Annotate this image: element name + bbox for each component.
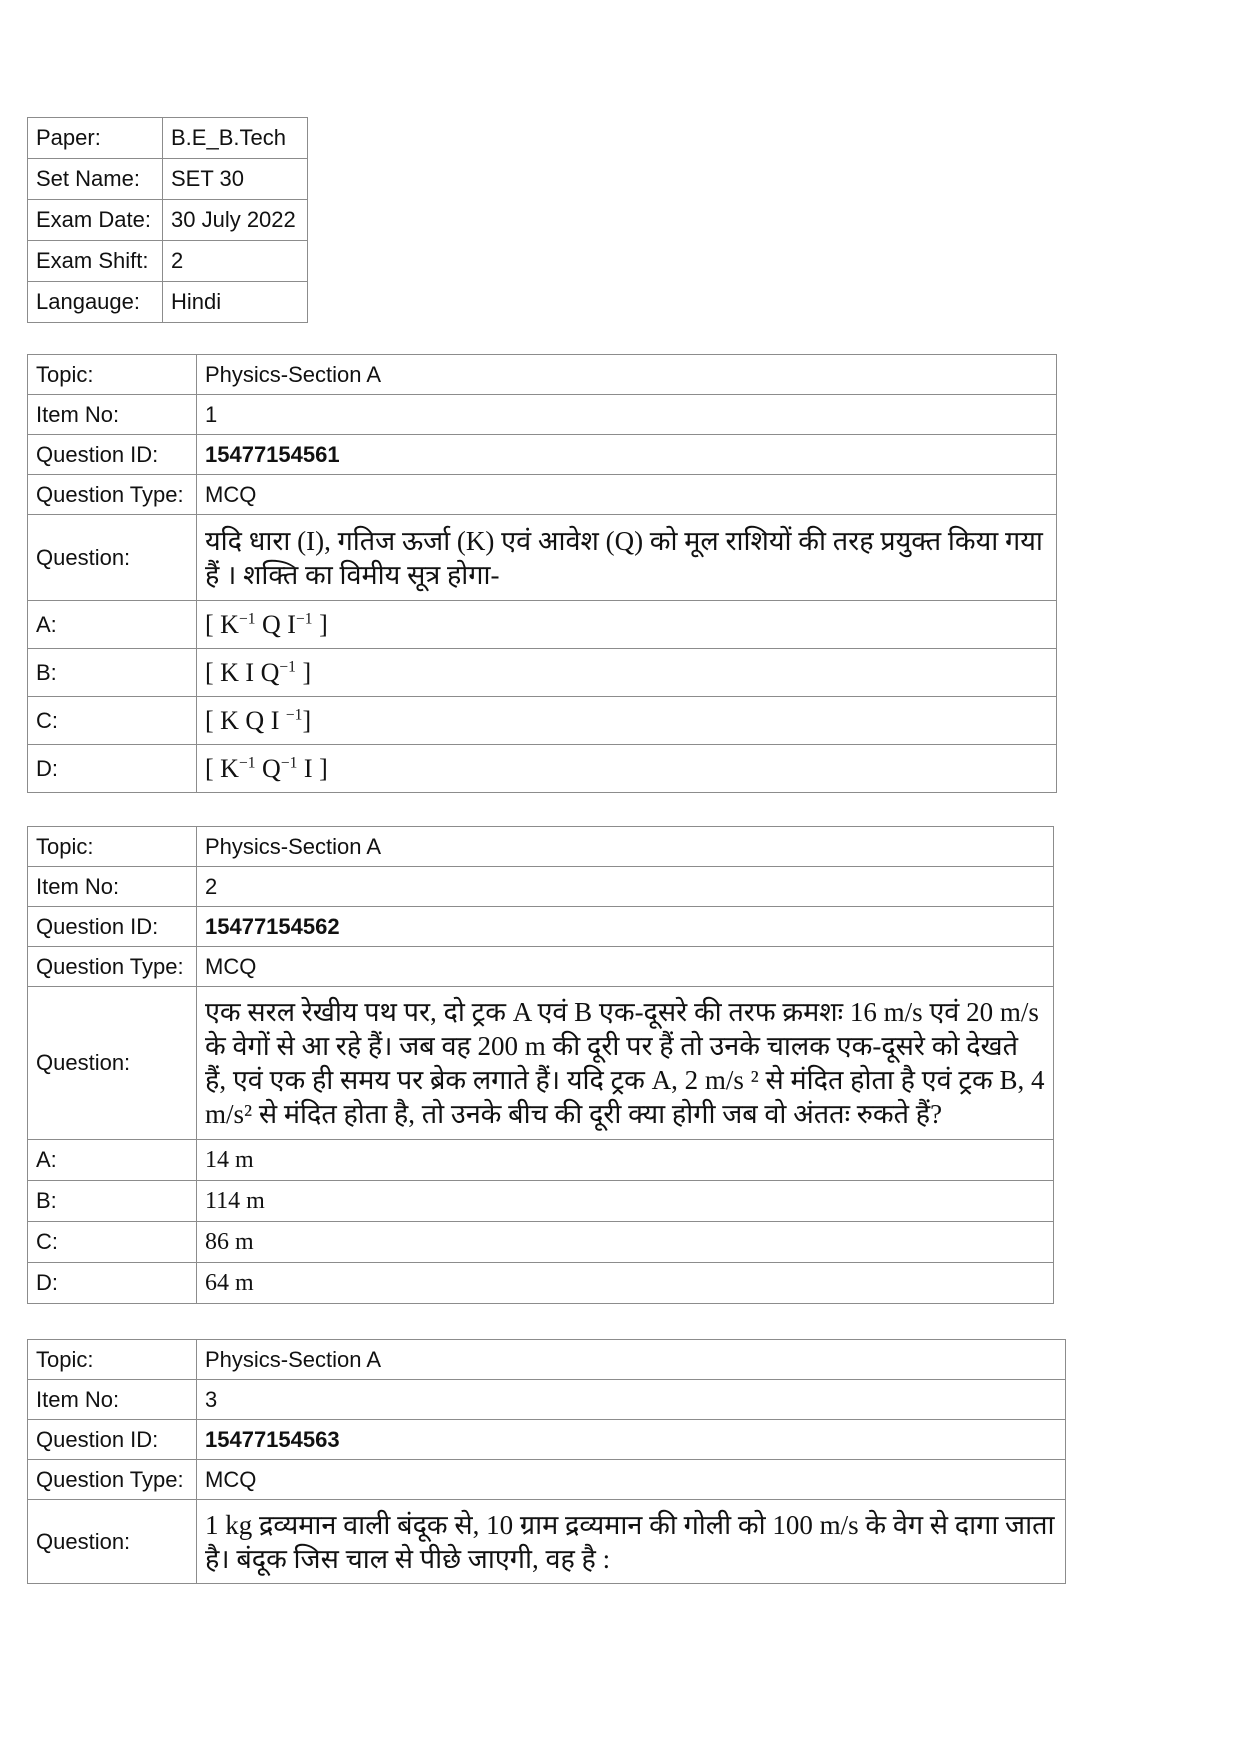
meta-row-set: [28, 159, 308, 200]
meta-value: 30 July 2022: [163, 200, 308, 241]
question-id-row: [28, 907, 1054, 947]
question-type-row: [28, 947, 1054, 987]
meta-value: 2: [163, 241, 308, 282]
option-label: D:: [28, 745, 197, 793]
formula-part: Q: [255, 753, 281, 783]
formula-part: Q I: [255, 609, 296, 639]
option-row-b: [28, 649, 1057, 697]
question-table-3: [27, 1339, 1066, 1584]
option-label: B:: [28, 649, 197, 697]
meta-label: Langauge:: [28, 282, 163, 323]
question-text: यदि धारा (I), गतिज ऊर्जा (K) एवं आवेश (Q) को मूल राशियों की तरह प्रयुक्त किया गया हैं । शक्ति का विमीय सूत्र होगा-: [197, 515, 1057, 601]
option-row-c: [28, 1222, 1054, 1263]
topic-row: [28, 355, 1057, 395]
option-c-formula: [197, 697, 1057, 745]
formula-exponent: −1: [238, 609, 256, 627]
question-id-row: [28, 1420, 1066, 1460]
topic-label: Topic:: [28, 827, 197, 867]
option-label: A:: [28, 1140, 197, 1181]
formula-exponent: −1: [238, 753, 256, 771]
formula-exponent: −1: [285, 705, 303, 723]
option-row-d: [28, 1263, 1054, 1304]
formula-part: [ K: [205, 609, 239, 639]
option-label: C:: [28, 697, 197, 745]
option-a-value: 14 m: [197, 1140, 1054, 1181]
option-a-formula: [197, 601, 1057, 649]
question-table-1: [27, 354, 1057, 793]
meta-value: B.E_B.Tech: [163, 118, 308, 159]
option-d-value: 64 m: [197, 1263, 1054, 1304]
item-label: Item No:: [28, 395, 197, 435]
option-label: A:: [28, 601, 197, 649]
question-text: 1 kg द्रव्यमान वाली बंदूक से, 10 ग्राम द्रव्यमान की गोली को 100 m/s के वेग से दागा जाता है। बंदूक जिस चाल से पीछे जाएगी, वह है :: [197, 1500, 1066, 1584]
item-row: [28, 867, 1054, 907]
question-text: एक सरल रेखीय पथ पर, दो ट्रक A एवं B एक-दूसरे की तरफ क्रमशः 16 m/s एवं 20 m/s के वेगों से आ रहे हैं। जब वह 200 m की दूरी पर हैं तो उनके चालक एक-दूसरे को देखते हैं, एवं एक ही समय पर ब्रेक लगाते हैं। यदि ट्रक A, 2 m/s ² से मंदित होता है एवं ट्रक B, 4 m/s² से मंदित होता है, तो उनके बीच की दूरी क्या होगी जब वो अंततः रुकते हैं?: [197, 987, 1054, 1140]
question-label: Question:: [28, 987, 197, 1140]
option-row-b: [28, 1181, 1054, 1222]
question-type-label: Question Type:: [28, 475, 197, 515]
question-row: [28, 987, 1054, 1140]
item-label: Item No:: [28, 867, 197, 907]
option-label: C:: [28, 1222, 197, 1263]
question-id-row: [28, 435, 1057, 475]
item-value: 2: [197, 867, 1054, 907]
question-row: [28, 1500, 1066, 1584]
meta-label: Exam Date:: [28, 200, 163, 241]
question-type-label: Question Type:: [28, 1460, 197, 1500]
formula-exponent: −1: [280, 753, 298, 771]
question-id-value: 15477154561: [197, 435, 1057, 475]
meta-row-paper: [28, 118, 308, 159]
item-label: Item No:: [28, 1380, 197, 1420]
option-d-formula: [197, 745, 1057, 793]
option-row-d: [28, 745, 1057, 793]
formula-part: [ K: [205, 753, 239, 783]
formula-part: ]: [295, 657, 312, 687]
formula-part: ]: [302, 705, 312, 735]
meta-value: SET 30: [163, 159, 308, 200]
question-table-2: [27, 826, 1054, 1304]
question-row: [28, 515, 1057, 601]
formula-exponent: −1: [279, 657, 296, 675]
meta-row-shift: [28, 241, 308, 282]
formula-part: [ K I Q: [205, 657, 280, 687]
question-id-label: Question ID:: [28, 435, 197, 475]
meta-label: Paper:: [28, 118, 163, 159]
option-label: D:: [28, 1263, 197, 1304]
item-row: [28, 1380, 1066, 1420]
question-id-label: Question ID:: [28, 1420, 197, 1460]
question-type-row: [28, 1460, 1066, 1500]
option-b-formula: [197, 649, 1057, 697]
topic-value: Physics-Section A: [197, 355, 1057, 395]
option-b-value: 114 m: [197, 1181, 1054, 1222]
question-type-label: Question Type:: [28, 947, 197, 987]
option-label: B:: [28, 1181, 197, 1222]
meta-row-date: [28, 200, 308, 241]
option-row-a: [28, 601, 1057, 649]
topic-row: [28, 827, 1054, 867]
question-id-value: 15477154562: [197, 907, 1054, 947]
exam-meta-table: [27, 117, 308, 323]
question-id-value: 15477154563: [197, 1420, 1066, 1460]
topic-label: Topic:: [28, 1340, 197, 1380]
formula-part: [ K Q I: [205, 705, 286, 735]
option-row-a: [28, 1140, 1054, 1181]
question-type-value: MCQ: [197, 947, 1054, 987]
item-value: 3: [197, 1380, 1066, 1420]
option-c-value: 86 m: [197, 1222, 1054, 1263]
question-label: Question:: [28, 515, 197, 601]
formula-exponent: −1: [295, 609, 313, 627]
meta-label: Exam Shift:: [28, 241, 163, 282]
question-id-label: Question ID:: [28, 907, 197, 947]
topic-value: Physics-Section A: [197, 1340, 1066, 1380]
meta-value: Hindi: [163, 282, 308, 323]
formula-part: ]: [312, 609, 328, 639]
question-type-value: MCQ: [197, 475, 1057, 515]
option-row-c: [28, 697, 1057, 745]
question-type-row: [28, 475, 1057, 515]
meta-label: Set Name:: [28, 159, 163, 200]
question-label: Question:: [28, 1500, 197, 1584]
item-value: 1: [197, 395, 1057, 435]
topic-value: Physics-Section A: [197, 827, 1054, 867]
item-row: [28, 395, 1057, 435]
question-type-value: MCQ: [197, 1460, 1066, 1500]
topic-row: [28, 1340, 1066, 1380]
meta-row-language: [28, 282, 308, 323]
formula-part: I ]: [297, 753, 328, 783]
topic-label: Topic:: [28, 355, 197, 395]
